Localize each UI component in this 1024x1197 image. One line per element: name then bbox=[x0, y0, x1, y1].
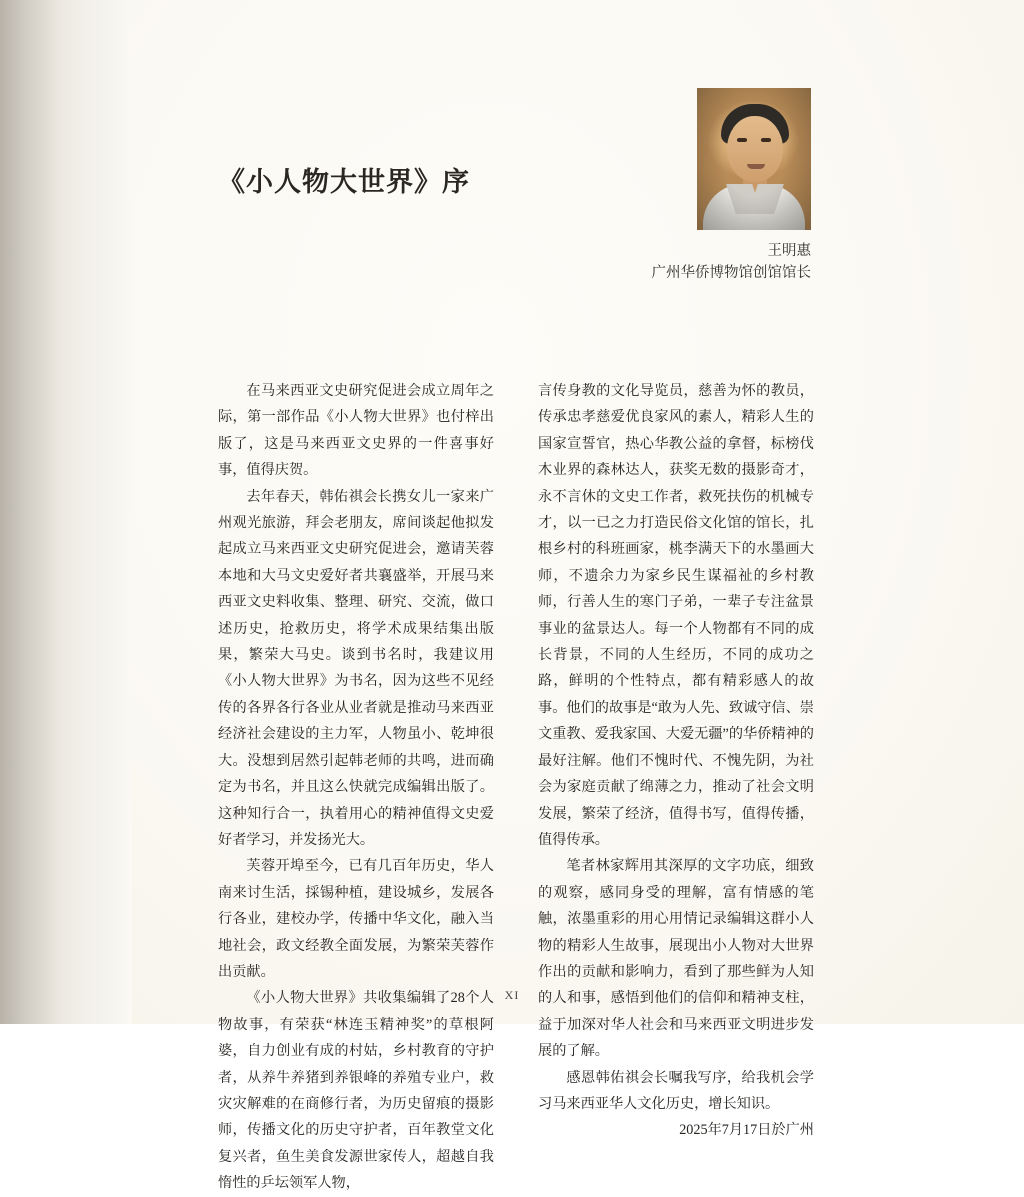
paragraph: 在马来西亚文史研究促进会成立周年之际，第一部作品《小人物大世界》也付梓出版了，这是马来西亚文史界的一件喜事好事，值得庆贺。 bbox=[218, 383, 494, 479]
column-left bbox=[218, 378, 494, 1197]
paragraph: 笔者林家辉用其深厚的文字功底，细致的观察，感同身受的理解，富有情感的笔触，浓墨重彩的用心用情记录编辑这群小人物的精彩人生故事，展现出小人物对大世界作出的贡献和影响力，看到了那些鲜为人知的人和事，感悟到他们的信仰和精神支柱，益于加深对华人社会和马来西亚文明进步发展的了解。 bbox=[538, 858, 814, 1060]
paragraph: 芙蓉开埠至今，已有几百年历史，华人南来讨生活，採锡种植，建设城乡，发展各行各业，建校办学，传播中华文化，融入当地社会，政文经教全面发展，为繁荣芙蓉作出贡献。 bbox=[218, 858, 494, 980]
paragraph: 去年春天，韩佑祺会长携女儿一家来广州观光旅游，拜会老朋友，席间谈起他拟发起成立马来西亚文史研究促进会，邀请芙蓉本地和大马文史爱好者共襄盛举，开展马来西亚文史料收集、整理、研究、交流，做口述历史，抢救历史，将学术成果结集出版果，繁荣大马史。谈到书名时，我建议用《小人物大世界》为书名，因为这些不见经传的各界各行各业从业者就是推动马来西亚经济社会建设的主力军，人物虽小、乾坤很大。没想到居然引起韩老师的共鸣，进而确定为书名，并且这么快就完成编辑出版了。这种知行合一，执着用心的精神值得文史爱好者学习，并发扬光大。 bbox=[218, 488, 494, 848]
date-line: 2025年7月17日於广州 bbox=[679, 1122, 814, 1139]
author-role: 广州华侨博物馆创馆馆长 bbox=[651, 265, 811, 281]
paragraph: 《小人物大世界》共收集编辑了28个人物故事，有荣获“林连玉精神奖”的草根阿婆，自力创业有成的村姑，乡村教育的守护者，从养牛养猪到养银峰的养殖专业户，救灾灾解难的在商修行者，为历史留痕的摄影师，传播文化的历史守护者，百年教堂文化复兴者，鱼生美食发源世家传人，超越自我惰性的乒坛领军人物， bbox=[218, 990, 494, 1192]
paragraph: 言传身教的文化导览员，慈善为怀的教员，传承忠孝慈爱优良家风的素人，精彩人生的国家宣誓官，热心华教公益的拿督，标榜伐木业界的森林达人，获奖无数的摄影奇才，永不言休的文史工作者，救死扶伤的机械专才，以一已之力打造民俗文化馆的馆长，扎根乡村的科班画家，桃李满天下的水墨画大师，不遗余力为家乡民生谋福祉的乡村教师，行善人生的寒门子弟，一辈子专注盆景事业的盆景达人。每一个人物都有不同的成长背景，不同的人生经历，不同的成功之路，鲜明的个性特点，都有精彩感人的故事。他们的故事是“敢为人先、致诚守信、崇文重教、爱我家国、大爱无疆”的华侨精神的最好注解。他们不愧时代、不愧先阴，为社会为家庭贡献了绵薄之力，推动了社会文明发展，繁荣了经济，值得书写，值得传播，值得传承。 bbox=[538, 383, 814, 848]
paragraph: 感恩韩佑祺会长嘱我写序，给我机会学习马来西亚华人文化历史，增长知识。 bbox=[538, 1069, 814, 1112]
portrait-vignette bbox=[697, 88, 811, 230]
body-columns bbox=[218, 378, 814, 1197]
column-right bbox=[538, 378, 814, 1197]
author-name: 王明惠 bbox=[767, 243, 811, 259]
page-title: 《小人物大世界》序 bbox=[218, 167, 470, 197]
page-number: XI bbox=[504, 988, 520, 1002]
author-portrait bbox=[697, 88, 811, 230]
author-byline bbox=[491, 240, 811, 284]
